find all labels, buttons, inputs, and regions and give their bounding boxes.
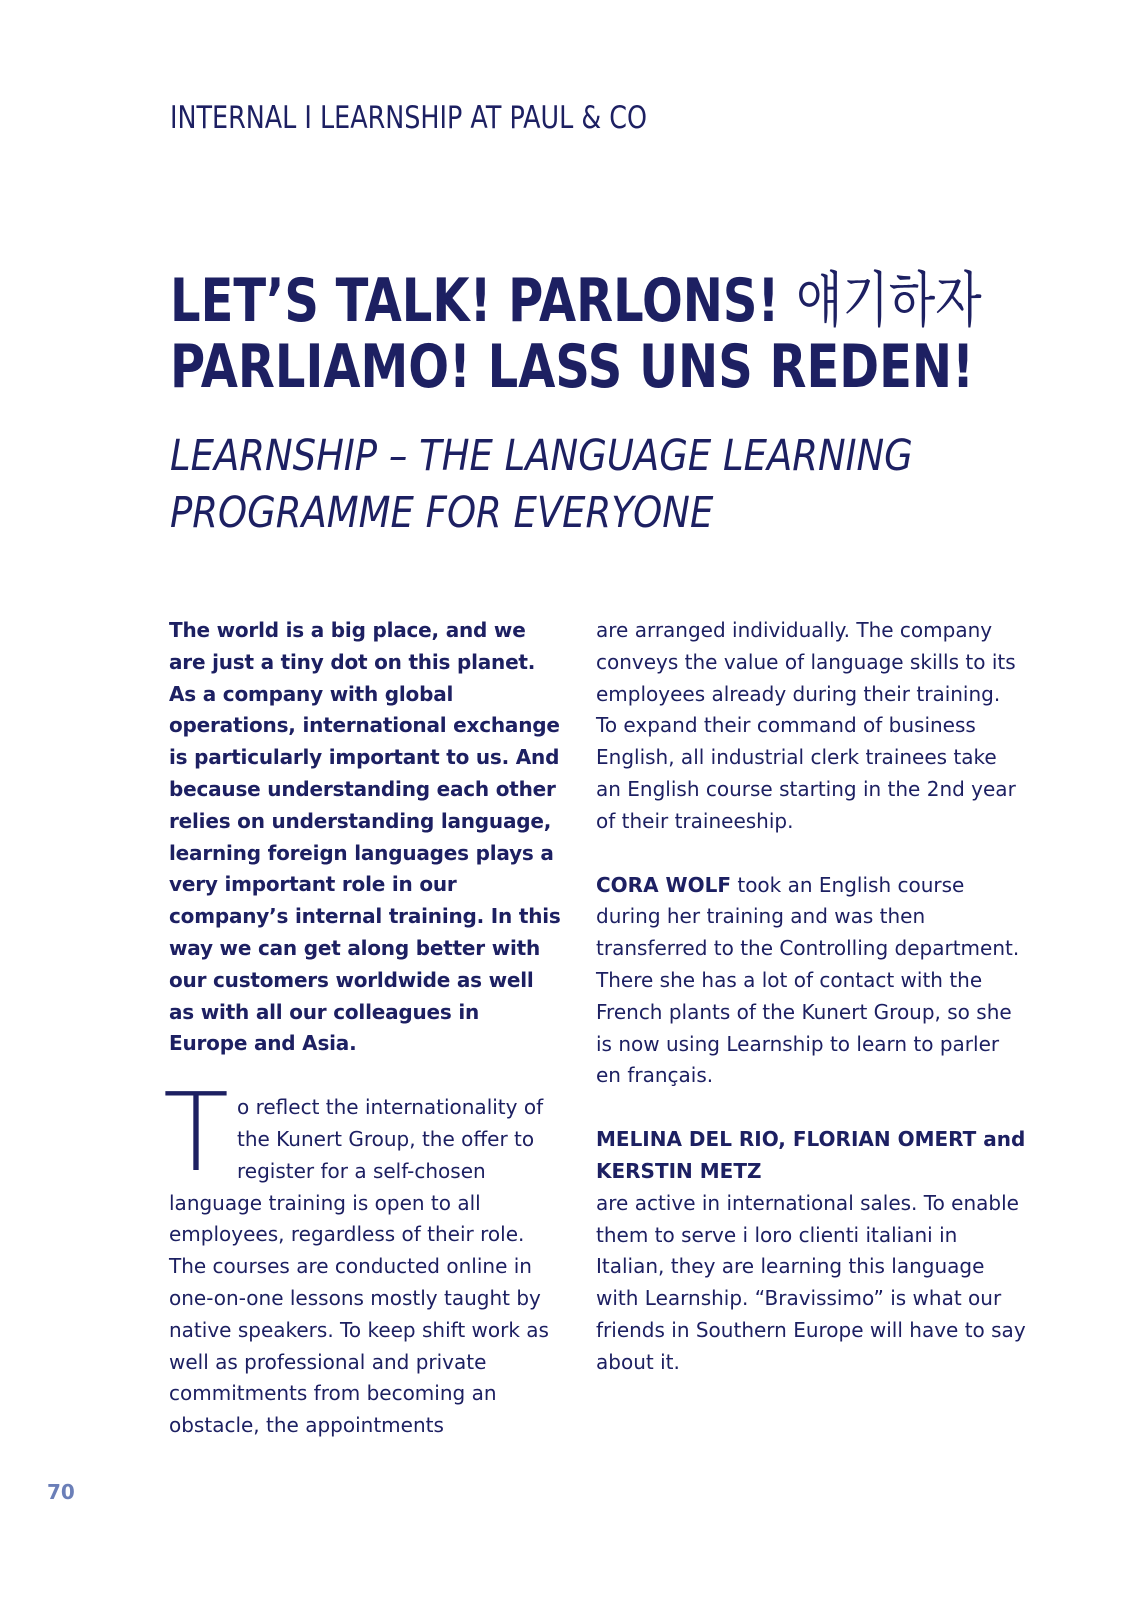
- subtitle: [170, 428, 913, 542]
- page-number: 70: [47, 1480, 75, 1504]
- cora-name: CORA WOLF: [596, 872, 731, 897]
- subtitle-line2: PROGRAMME FOR EVERYONE: [170, 488, 714, 538]
- sales-team-heading: MELINA DEL RIO, FLORIAN OMERT and KERSTIN METZ: [596, 1127, 1026, 1183]
- lead-paragraph: The world is a big place, and we are just a tiny dot on this planet. As a company with global operations, international exchange is particularly important to us. And because understanding each other relies on understanding language, learning foreign languages plays a very important role in our company’s internal training. In this way we can get along better with our customers worldwide as well as with all our colleagues in Europe and Asia.: [169, 618, 561, 1056]
- body-paragraph-intro-text: o reflect the internationality of the Kunert Group, the offer to register for a self-chosen language training is open to all employees, regardless of their role. The courses are conducted online in one-on-one lessons mostly taught by native speakers. To keep shift work as well as professional and private commitments from becoming an obstacle, the appointments: [169, 1095, 549, 1438]
- dropcap-letter: T: [163, 1071, 229, 1197]
- subtitle-line1: LEARNSHIP – THE LANGUAGE LEARNING: [170, 431, 913, 481]
- section-kicker: INTERNAL I LEARNSHIP AT PAUL & CO: [170, 100, 648, 136]
- body-paragraph-intro: [163, 1071, 561, 1442]
- headline-line2: PARLIAMO! LASS UNS REDEN!: [170, 332, 974, 402]
- body-paragraph-continued: are arranged individually. The company conveys the value of language skills to its employees already during their training. To expand their command of business English, all industrial clerk trainees take an English course starting in the 2nd year of their traineeship.: [596, 618, 1016, 833]
- right-column: [596, 615, 1026, 1379]
- headline-line1-latin: LET’S TALK! PARLONS!: [170, 266, 797, 336]
- headline-line1-korean: 얘기하자: [796, 266, 982, 336]
- cora-text: took an English course during her training and was then transferred to the Controlling department. There she has a lot of contact with the French plants of the Kunert Group, so she is now using Learnship to learn to parler en français.: [596, 872, 1020, 1088]
- headline: [170, 266, 982, 402]
- sales-team-paragraph: are active in international sales. To enable them to serve i loro clienti italiani in Italian, they are learning this language with Learnship. “Bravissimo” is what our friends in Southern Europe will have to say about it.: [596, 1190, 1026, 1374]
- left-column: [163, 615, 561, 1442]
- cora-paragraph: [596, 870, 1026, 1093]
